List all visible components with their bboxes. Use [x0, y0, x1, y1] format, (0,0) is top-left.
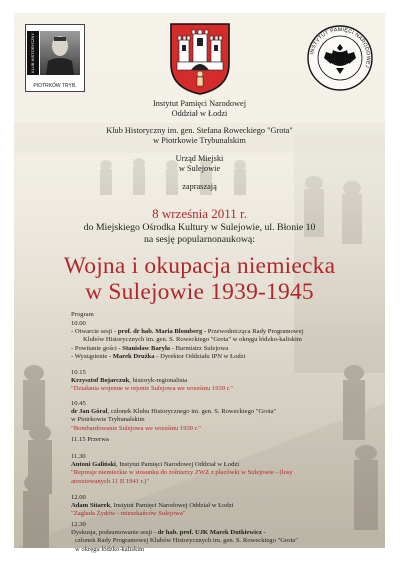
general-portrait	[40, 31, 80, 75]
talk-title: aresztowanych 11 II 1941 r.)"	[71, 477, 150, 485]
speaker-name: dr hab. prof. UJK Marek Dutkiewicz	[157, 529, 262, 537]
item-text: Dyskusja, podsumowanie sesji -	[71, 529, 158, 537]
program-item	[71, 400, 371, 433]
talk-title: "Zagłada Żydów - mieszkańców Sulejowa"	[71, 510, 186, 518]
speaker-name: Marek Drużka	[112, 352, 155, 360]
program-time: 10.45	[71, 400, 86, 407]
club-logo-vertical-text: KLUB HISTORYCZNY	[27, 31, 39, 75]
speaker-name: dr Jan Góral	[71, 408, 108, 416]
title-line-1: Wojna i okupacja niemiecka	[63, 253, 336, 279]
speaker-name: Stanisław Baryła	[122, 344, 171, 352]
item-text: - Dyrektor Oddziału IPN w Łodzi	[154, 352, 246, 360]
talk-title: "Bombardowanie Sulejowa we wrześniu 1939 r."	[71, 424, 201, 432]
item-text: - Otwarcie sesji -	[71, 328, 118, 336]
program-time: 11.30	[71, 453, 86, 460]
item-text: , Instytut Pamięci Narodowej Oddział w Łodzi	[110, 502, 234, 510]
item-text: -	[261, 529, 266, 537]
program-item	[71, 369, 371, 394]
speaker-name: Antoni Galiński	[71, 461, 116, 469]
program-time: 10.15	[71, 369, 86, 376]
talk-title: "Działania wojenne w rejonie Sulejowa we wrześniu 1939 r."	[71, 385, 233, 393]
program-time: 12.30	[71, 521, 86, 528]
item-text: - Powitanie gości -	[71, 344, 123, 352]
organizer-line: w Sulejowie	[178, 164, 221, 173]
item-text: , członek Klubu Historycznego im. gen. S. Roweckiego "Grota"	[107, 408, 277, 416]
program-item	[71, 320, 371, 361]
speaker-name: Krzysztof Bojarczuk	[71, 377, 130, 385]
program-time: 10.00	[71, 320, 86, 327]
organizer-line: w Piotrkowie Trybunalskim	[153, 136, 246, 145]
organizer-line: Oddział w Łodzi	[171, 109, 228, 118]
event-date: 8 września 2011 r.	[152, 206, 247, 221]
item-text: w okręgu łódzko-kaliskim	[75, 545, 145, 553]
ipn-seal-text: INSTYTUT PAMIĘCI NARODOWEJ	[309, 26, 372, 69]
program-item	[71, 521, 371, 554]
poster	[14, 13, 385, 553]
club-logo-bottom-text: PIOTRKÓW TRYB.	[33, 83, 77, 89]
item-text: Klubów Historycznych im. gen. S. Roweckiego "Grota" w okręgu łódzko-kaliskim	[83, 336, 302, 344]
speaker-name: prof. dr hab. Maria Blomberg	[117, 328, 203, 336]
item-text: w Piotrkowie Trybunalskim	[71, 416, 145, 424]
program-item	[71, 453, 371, 486]
program-item	[71, 494, 371, 519]
program-break: 11.15 Przerwa	[71, 436, 109, 443]
organizer-line: Klub Historyczny im. gen. Stefana Roweckiego "Grota"	[106, 126, 293, 135]
item-text: , historyk-regionalista	[129, 377, 188, 385]
title-line-2: w Sulejowie 1939-1945	[85, 279, 314, 305]
item-text: członek Rady Programowej Klubów Historycznych im. gen. S. Roweckiego "Grota"	[75, 537, 298, 545]
item-text: - Przewodnicząca Rady Programowej	[202, 328, 304, 336]
item-text: , Instytut Pamięci Narodowej Oddział w Łodzi	[115, 461, 240, 469]
event-venue: do Miejskiego Ośrodka Kultury w Sulejowie, ul. Błonie 10	[83, 222, 316, 233]
organizer-line: Instytut Pamięci Narodowej	[152, 99, 247, 108]
invite-text: zapraszają	[182, 182, 217, 191]
club-logo	[25, 24, 85, 92]
speaker-name: Adam Sitarek	[71, 502, 111, 510]
organizer-line: Urząd Miejski	[175, 154, 224, 163]
ipn-seal	[306, 24, 374, 92]
item-text: - Burmistrz Sulejowa	[170, 344, 229, 352]
program-time: 12.00	[71, 494, 86, 501]
sulejow-coat-of-arms	[169, 22, 231, 96]
talk-title: "Represje niemieckie w stosunku do żołnierzy ZWZ z placówki w Sulejowie - (losy	[71, 469, 293, 477]
session-type: na sesję popularnonaukową:	[144, 234, 255, 245]
program-heading: Program	[71, 311, 94, 318]
item-text: - Wystąpienie -	[71, 352, 113, 360]
